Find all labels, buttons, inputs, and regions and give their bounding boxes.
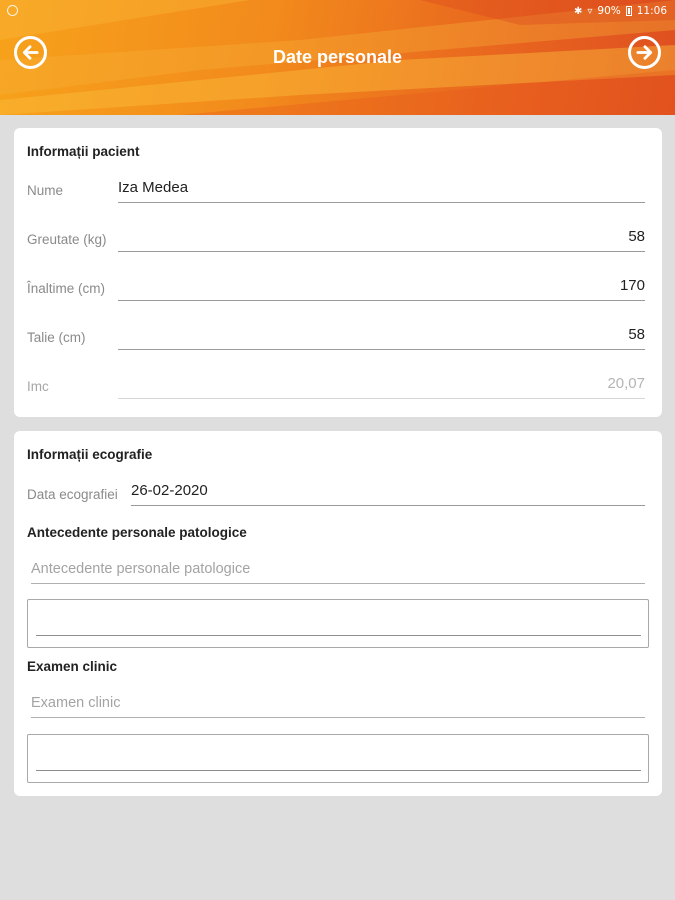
battery-percent: 90% (597, 5, 621, 17)
ultrasound-date-label: Data ecografiei (27, 487, 118, 502)
history-section-title: Antecedente personale patologice (27, 525, 247, 540)
status-indicators (574, 5, 667, 17)
app-header (0, 0, 675, 115)
status-bar (0, 0, 675, 22)
history-list-box[interactable] (27, 599, 649, 648)
waist-field[interactable]: 58 (118, 324, 645, 350)
weight-field[interactable]: 58 (118, 226, 645, 252)
arrow-right-icon (635, 43, 654, 62)
height-field[interactable]: 170 (118, 275, 645, 301)
battery-icon (626, 6, 632, 16)
ultrasound-section-title: Informații ecografie (27, 447, 153, 462)
waist-label: Talie (cm) (27, 330, 86, 345)
history-input[interactable]: Antecedente personale patologice (31, 558, 645, 584)
clock: 11:06 (636, 5, 667, 17)
forward-button[interactable] (628, 36, 661, 69)
patient-info-card (14, 128, 662, 417)
ultrasound-info-card (14, 431, 662, 796)
name-field[interactable]: Iza Medea (118, 177, 645, 203)
app-status-icon (7, 5, 18, 16)
history-box-underline (36, 635, 641, 636)
wifi-icon: ▿ (587, 5, 593, 17)
bmi-field: 20,07 (118, 373, 645, 399)
exam-section-title: Examen clinic (27, 659, 118, 674)
page-title: Date personale (272, 47, 403, 67)
ultrasound-date-field[interactable]: 26-02-2020 (131, 480, 645, 506)
height-label: Înaltime (cm) (27, 281, 106, 296)
name-label: Nume (27, 183, 64, 198)
exam-list-box[interactable] (27, 734, 649, 783)
bmi-label: Imc (27, 379, 49, 394)
weight-label: Greutate (kg) (27, 232, 107, 247)
patient-section-title: Informații pacient (27, 144, 140, 159)
bluetooth-icon: ✱ (573, 5, 583, 17)
exam-box-underline (36, 770, 641, 771)
exam-input[interactable]: Examen clinic (31, 692, 645, 718)
